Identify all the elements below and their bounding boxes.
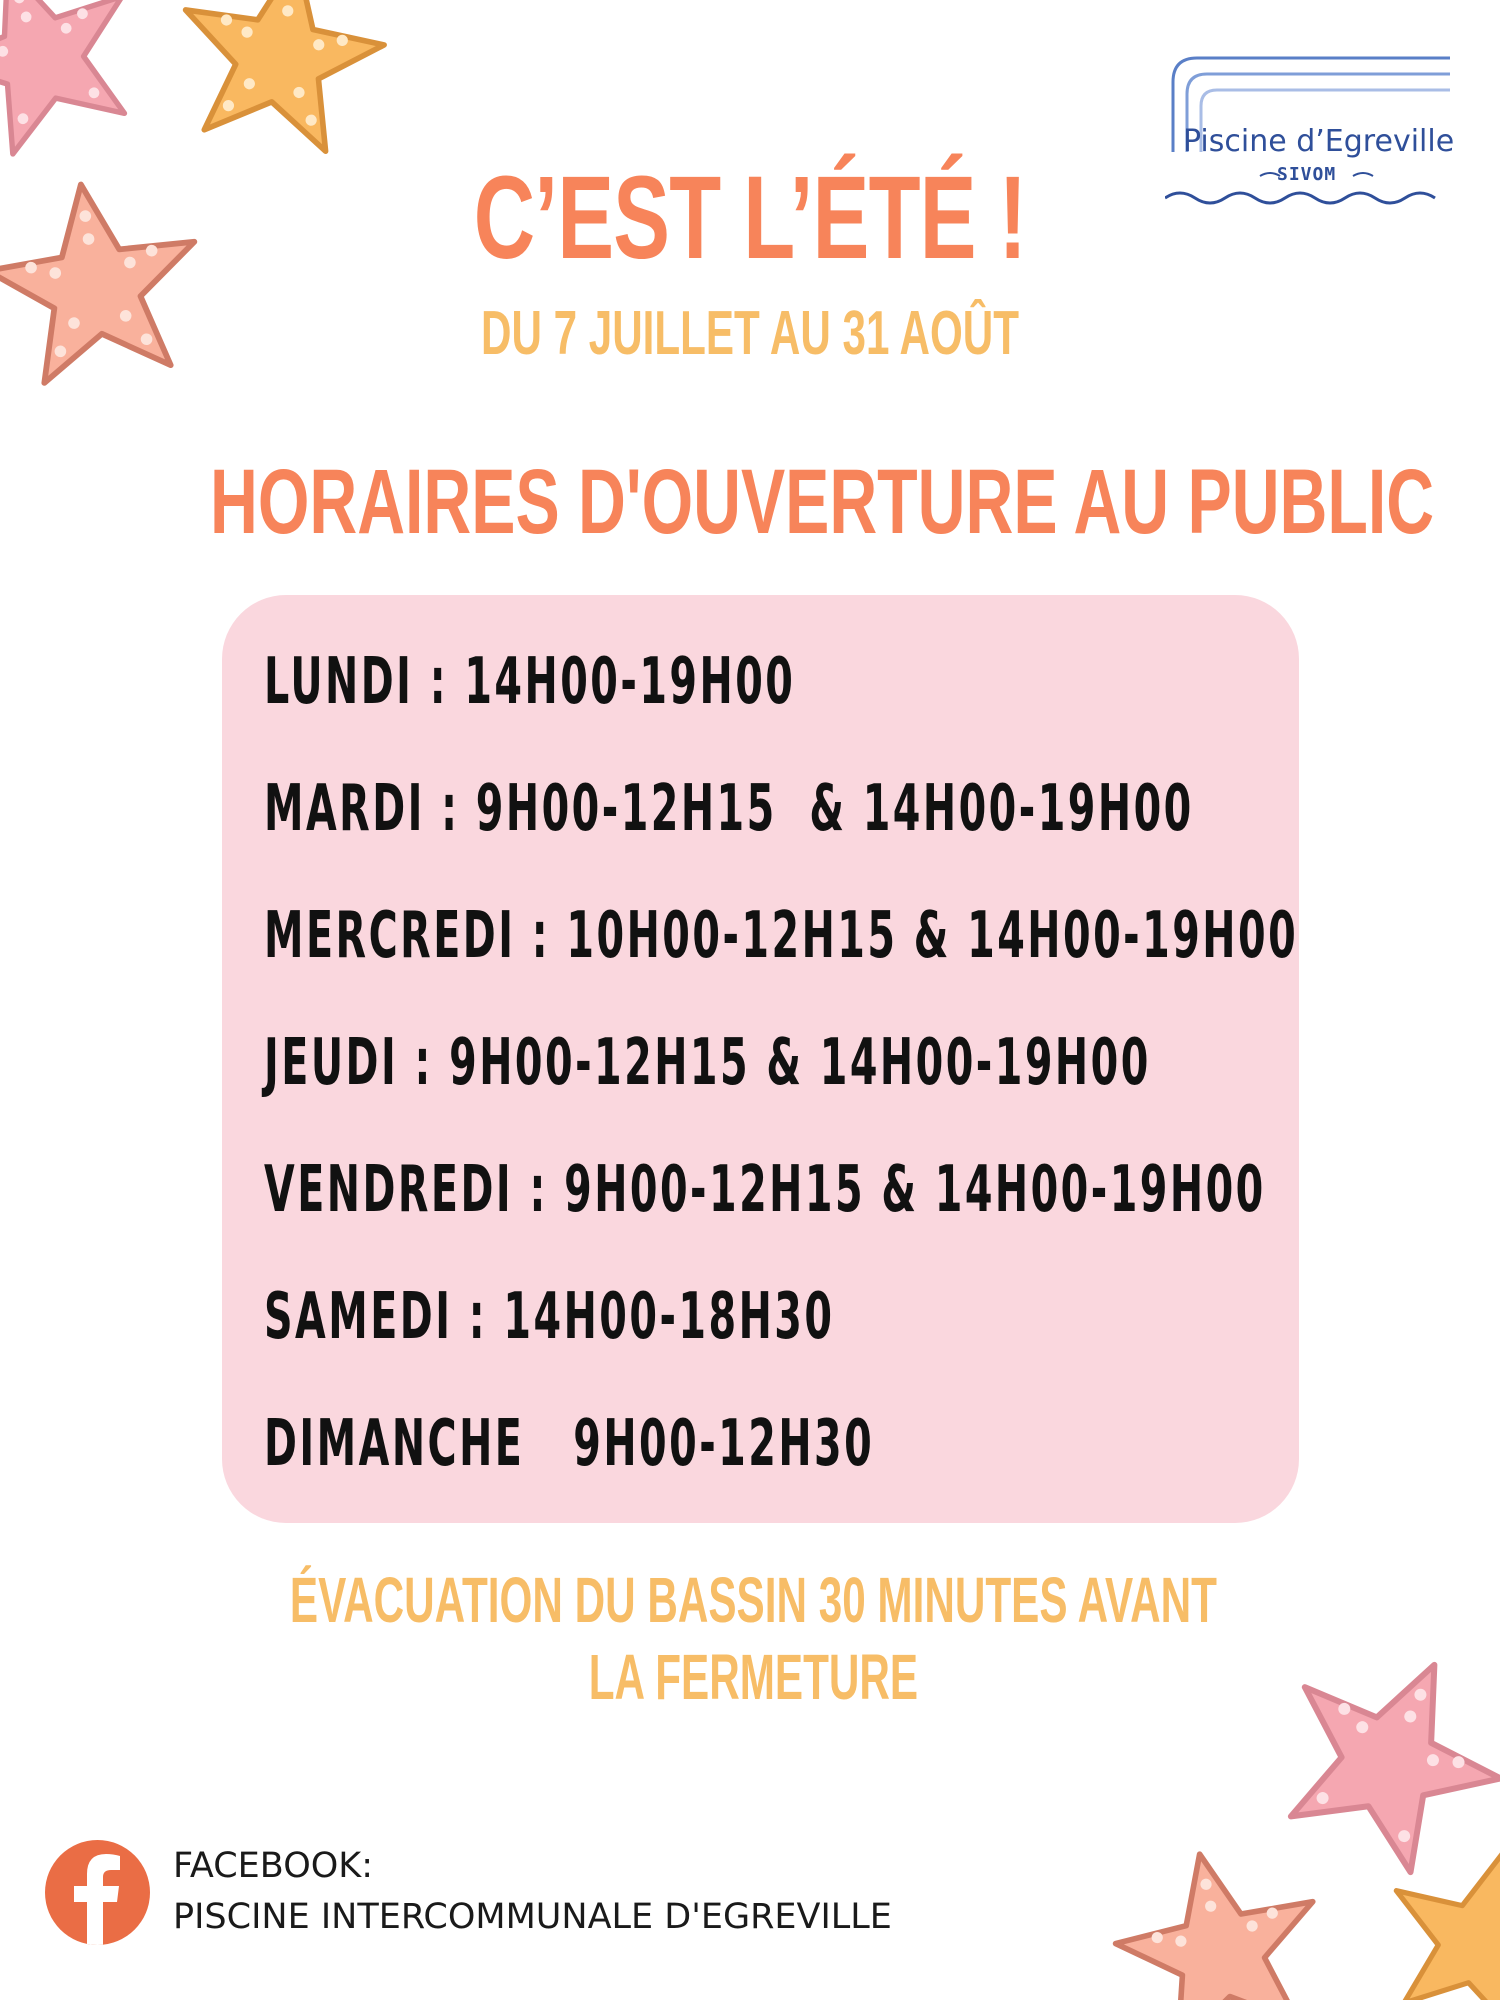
facebook-page-name[interactable]: PISCINE INTERCOMMUNALE D'EGREVILLE — [173, 1897, 892, 1937]
date-range: DU 7 JUILLET AU 31 AOÛT — [480, 299, 1019, 368]
schedule-heading: HORAIRES D'OUVERTURE AU PUBLIC — [210, 451, 1435, 553]
schedule-row-saturday: SAMEDI : 14H00-18H30 — [264, 1280, 835, 1354]
page-title: C’EST L’ÉTÉ ! — [473, 152, 1027, 284]
facebook-f-glyph — [45, 1840, 150, 1945]
facebook-label: FACEBOOK: — [173, 1846, 374, 1886]
evacuation-notice-line1: ÉVACUATION DU BASSIN 30 MINUTES AVANT — [289, 1564, 1217, 1636]
evacuation-notice-line2: LA FERMETURE — [588, 1641, 919, 1713]
schedule-row-monday: LUNDI : 14H00-19H00 — [264, 645, 796, 719]
schedule-row-wednesday: MERCREDI : 10H00-12H15 & 14H00-19H00 — [264, 899, 1299, 973]
schedule-row-friday: VENDREDI : 9H00-12H15 & 14H00-19H00 — [264, 1153, 1266, 1227]
logo-subtitle: SIVOM — [1277, 164, 1337, 185]
facebook-icon[interactable] — [45, 1840, 150, 1945]
schedule-row-thursday: JEUDI : 9H00-12H15 & 14H00-19H00 — [264, 1026, 1151, 1100]
logo-name: Piscine d’Egreville — [1183, 124, 1455, 159]
schedule-row-tuesday: MARDI : 9H00-12H15 & 14H00-19H00 — [264, 772, 1194, 846]
schedule-row-sunday: DIMANCHE 9H00-12H30 — [264, 1407, 875, 1481]
